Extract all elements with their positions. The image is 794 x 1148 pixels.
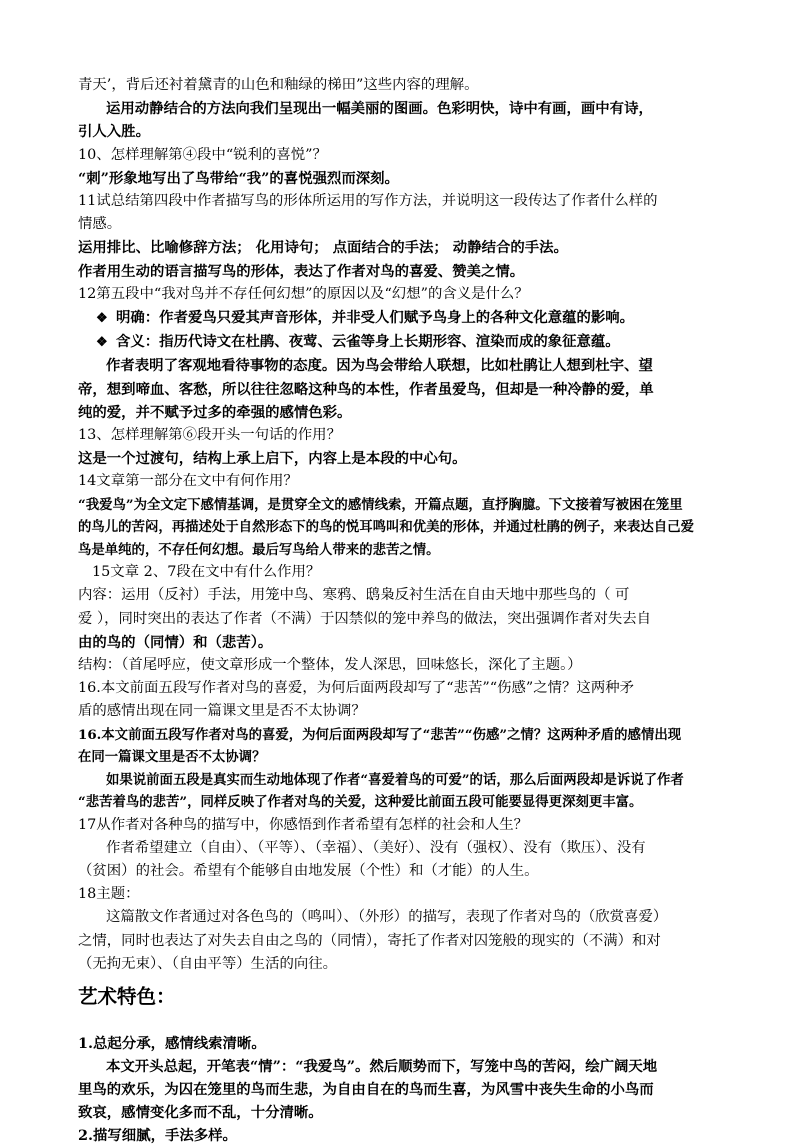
answer-line: 爱 ），同时突出的表达了作者（不满）于囚禁似的笼中养鸟的做法，突出强调作者对失去自: [78, 610, 652, 627]
question-12: 12第五段中“我对鸟并不存任何幻想”的原因以及“幻想”的含义是什么？: [78, 285, 529, 302]
question-15: 15文章 2、7段在文中有什么作用？: [92, 564, 321, 581]
answer-line: 的鸟儿的苦闷，再描述处于自然形态下的鸟的悦耳鸣叫和优美的形体，并通过杜鹃的例子，来表达自己爱: [78, 519, 694, 536]
question-11: 11试总结第四段中作者描写鸟的形体所运用的写作方法，并说明这一段传达了作者什么样的: [78, 193, 658, 210]
body-line: 致哀，感情变化多而不乱，十分清晰。: [78, 1104, 323, 1122]
answer-line: 内容：运用（反衬）手法，用笼中鸟、寒鸦、鸱枭反衬生活在自由天地中那些鸟的（ 可: [78, 587, 630, 604]
diamond-bullet-icon: ❖: [96, 335, 108, 351]
bullet-item: ❖ 含义：指历代诗文在杜鹃、夜莺、云雀等身上长期形容、渲染而成的象征意蕴。: [78, 330, 726, 354]
answer-line: 纯的爱，并不赋予过多的牵强的感情色彩。: [78, 403, 352, 421]
document-page: [78, 74, 726, 1148]
question-line: 在同一篇课文里是否不太协调？: [78, 749, 266, 766]
answer-line: 这篇散文作者通过对各色鸟的（鸣叫）、（外形）的描写，表现了作者对鸟的（欣赏喜爱）: [106, 909, 668, 926]
diamond-bullet-icon: ❖: [96, 311, 108, 327]
subheading: 1.总起分承，感情线索清晰。: [78, 1034, 266, 1052]
answer-line: 运用动静结合的方法向我们呈现出一幅美丽的图画。色彩明快，诗中有画，画中有诗，: [106, 100, 653, 118]
answer-line: 作者用生动的语言描写鸟的形体，表达了作者对鸟的喜爱、赞美之情。: [78, 262, 525, 280]
question-14: 14文章第一部分在文中有何作用？: [78, 473, 298, 490]
answer-line: 结构：（首尾呼应，使文章形成一个整体，发人深思，回味悠长，深化了主题。）: [78, 656, 582, 673]
answer-line: 运用排比、比喻修辞方法； 化用诗句； 点面结合的手法； 动静结合的手法。: [78, 239, 568, 257]
subheading: 2.描写细腻，手法多样。: [78, 1127, 237, 1145]
question-line: 盾的感情出现在同一篇课文里是否不太协调？: [78, 703, 366, 720]
answer-line: （贫困）的社会。希望有个能够自由地发展（个性）和（才能）的人生。: [78, 862, 539, 879]
answer-line: （无拘无束）、（自由平等）生活的向往。: [78, 955, 338, 972]
question-10: 10、怎样理解第④段中“锐利的喜悦”？: [78, 146, 327, 163]
question-line: 情感。: [78, 216, 122, 233]
section-heading: 艺术特色：: [78, 985, 176, 1008]
body-line: 本文开头总起，开笔表“情”：“我爱鸟”。然后顺势而下，写笼中鸟的苦闷，绘广阔天地: [106, 1057, 658, 1075]
answer-line: 作者表明了客观地看待事物的态度。因为鸟会带给人联想，比如杜鹃让人想到杜宇、望: [106, 357, 653, 375]
question-18: 18主题：: [78, 886, 140, 903]
answer-line: 引人入胜。: [78, 123, 150, 141]
answer-line: 作者希望建立（自由）、（平等）、（幸福）、（美好）、没有（强权）、没有（欺压）、没有: [106, 839, 646, 856]
answer-line: 由的鸟的（同情）和（悲苦）。: [78, 633, 273, 651]
body-line: 里鸟的欢乐，为囚在笼里的鸟而生悲，为自由自在的鸟而生喜，为风雪中丧失生命的小鸟而: [78, 1080, 654, 1098]
answer-line: “刺”形象地写出了鸟带给“我”的喜悦强烈而深刻。: [78, 169, 399, 187]
question-13: 13、怎样理解第⑥段开头一句话的作用？: [78, 427, 341, 444]
question-16: 16.本文前面五段写作者对鸟的喜爱，为何后面两段却写了“悲苦”“伤感”之情？这两种矛: [78, 680, 634, 697]
question-16-bold: 16.本文前面五段写作者对鸟的喜爱，为何后面两段却写了“悲苦”“伤感”之情？这两种矛盾的感情出现: [78, 726, 682, 743]
answer-line: 鸟是单纯的，不存任何幻想。最后写鸟给人带来的悲苦之情。: [78, 541, 440, 558]
answer-line: 之情，同时也表达了对失去自由之鸟的（同情），寄托了作者对囚笼般的现实的（不满）和对: [78, 932, 661, 949]
answer-line: “悲苦着鸟的悲苦”，同样反映了作者对鸟的关爱，这种爱比前面五段可能要显得更深刻更丰富。: [78, 794, 643, 811]
bullet-item: ❖ 明确：作者爱鸟只爱其声音形体，并非受人们赋予鸟身上的各种文化意蕴的影响。: [78, 306, 726, 330]
answer-line: 帝，想到啼血、客愁，所以往往忽略这种鸟的本性，作者虽爱鸟，但却是一种冷静的爱，单: [78, 380, 654, 398]
answer-line: “我爱鸟”为全文定下感情基调，是贯穿全文的感情线索，开篇点题，直抒胸臆。下文接着写被困在笼里: [78, 496, 683, 513]
answer-line: 这是一个过渡句，结构上承上启下，内容上是本段的中心句。: [78, 450, 467, 468]
text-line: 青天’，背后还衬着黛青的山色和釉绿的梯田”这些内容的理解。: [78, 77, 479, 93]
answer-line: 如果说前面五段是真实而生动地体现了作者“喜爱着鸟的可爱”的话，那么后面两段却是诉说了作者: [106, 771, 684, 788]
question-17: 17从作者对各种鸟的描写中，你感悟到作者希望有怎样的社会和人生？: [78, 816, 529, 833]
